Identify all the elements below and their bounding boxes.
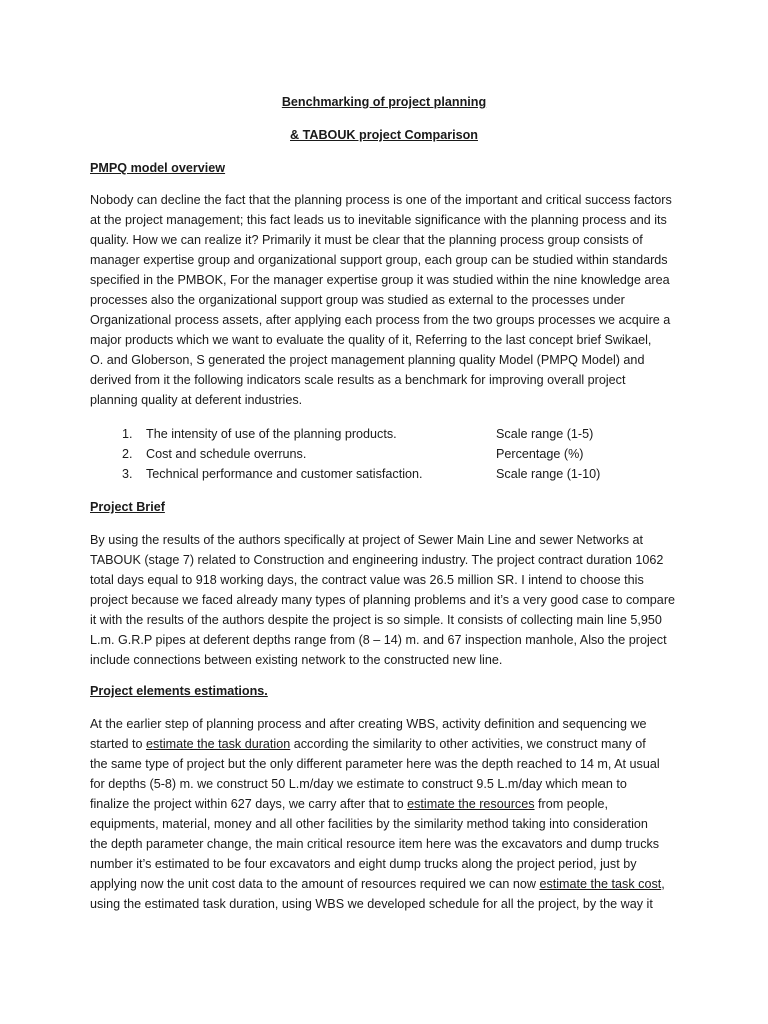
section-heading-pmpq: PMPQ model overview [90,161,226,175]
paragraph-line [90,794,690,814]
paragraph-text: finalize the project within 627 days, we carry after that to [90,797,408,811]
list-item-range: Percentage (%) [496,447,584,461]
document-title: Benchmarking of project planning [281,95,487,109]
list-item-number: 3. [122,467,133,481]
paragraph-line: it with the results of the authors despite the project is so simple. It consists of collecting main line 5,950 [90,613,662,627]
paragraph-text: started to [90,737,147,751]
list-item-text: Cost and schedule overruns. [146,447,307,461]
list-item-text: The intensity of use of the planning products. [146,427,397,441]
list-item [122,464,642,484]
list-item-number: 1. [122,427,133,441]
paragraph-line: for depths (5-8) m. we construct 50 L.m/day we estimate to construct 9.5 L.m/day which mean to [90,777,627,791]
section-heading-estimations: Project elements estimations. [90,684,268,698]
list-item-range: Scale range (1-5) [496,427,594,441]
paragraph-line: processes also the organizational support group was studied as external to the processes under [90,293,625,307]
paragraph-line: project because we faced already many types of planning problems and it’s a very good case to compare [90,593,676,607]
paragraph-line: major products which we want to evaluate the quality of it, Referring to the last concept brief Swikael, [90,333,652,347]
list-item [122,444,642,464]
paragraph-line: Nobody can decline the fact that the planning process is one of the important and critical success factors [90,193,672,207]
paragraph-line [90,874,690,894]
paragraph-line [90,734,690,754]
list-item-text: Technical performance and customer satisfaction. [146,467,423,481]
paragraph-project-brief [90,530,690,670]
list-item-number: 2. [122,447,133,461]
underlined-term-task-duration: estimate the task duration [146,737,291,751]
paragraph-text: applying now the unit cost data to the amount of resources required we can now [90,877,540,891]
paragraph-line: Organizational process assets, after applying each process from the two groups processes we acquire a [90,313,671,327]
paragraph-line: include connections between existing network to the constructed new line. [90,653,503,667]
paragraph-pmpq-overview [90,190,690,410]
underlined-term-resources: estimate the resources [407,797,535,811]
paragraph-line: specified in the PMBOK, For the manager expertise group it was studied within the nine knowledge area [90,273,670,287]
paragraph-line: quality. How we can realize it? Primarily it must be clear that the planning process group consists of [90,233,643,247]
paragraph-line: O. and Globerson, S generated the project management planning quality Model (PMPQ Model) and [90,353,645,367]
paragraph-line: TABOUK (stage 7) related to Construction and engineering industry. The project contract duration 1062 [90,553,664,567]
paragraph-text: from people, [534,797,609,811]
paragraph-line: By using the results of the authors specifically at project of Sewer Main Line and sewer Networks at [90,533,643,547]
paragraph-line: manager expertise group and organizational support group, each group can be studied within standards [90,253,668,267]
paragraph-line: At the earlier step of planning process and after creating WBS, activity definition and sequencing we [90,717,647,731]
underlined-term-task-cost: estimate the task cost [539,877,662,891]
paragraph-line: the same type of project but the only different parameter here was the depth reached to 14 m, At usual [90,757,660,771]
paragraph-text: , [661,877,665,891]
list-item [122,424,642,444]
paragraph-text: according the similarity to other activities, we construct many of [290,737,646,751]
paragraph-line: equipments, material, money and all other facilities by the similarity method taking into consideration [90,817,648,831]
paragraph-line: number it’s estimated to be four excavators and eight dump trucks along the project period, just by [90,857,637,871]
section-heading-project-brief: Project Brief [90,500,165,514]
paragraph-line: at the project management; this fact leads us to inevitable significance with the planning process and its [90,213,667,227]
paragraph-line: the depth parameter change, the main critical resource item here was the excavators and dump trucks [90,837,660,851]
paragraph-estimations [90,714,690,914]
paragraph-line: using the estimated task duration, using WBS we developed schedule for all the project, by the way it [90,897,653,911]
document-subtitle: & TABOUK project Comparison [290,128,478,142]
paragraph-line: derived from it the following indicators scale results as a benchmark for improving overall project [90,373,626,387]
paragraph-line: planning quality at deferent industries. [90,393,303,407]
paragraph-line: L.m. G.R.P pipes at deferent depths range from (8 – 14) m. and 67 inspection manhole, Also the project [90,633,667,647]
indicator-list [122,424,642,484]
list-item-range: Scale range (1-10) [496,467,601,481]
paragraph-line: total days equal to 918 working days, the contract value was 26.5 million SR. I intend to choose this [90,573,644,587]
